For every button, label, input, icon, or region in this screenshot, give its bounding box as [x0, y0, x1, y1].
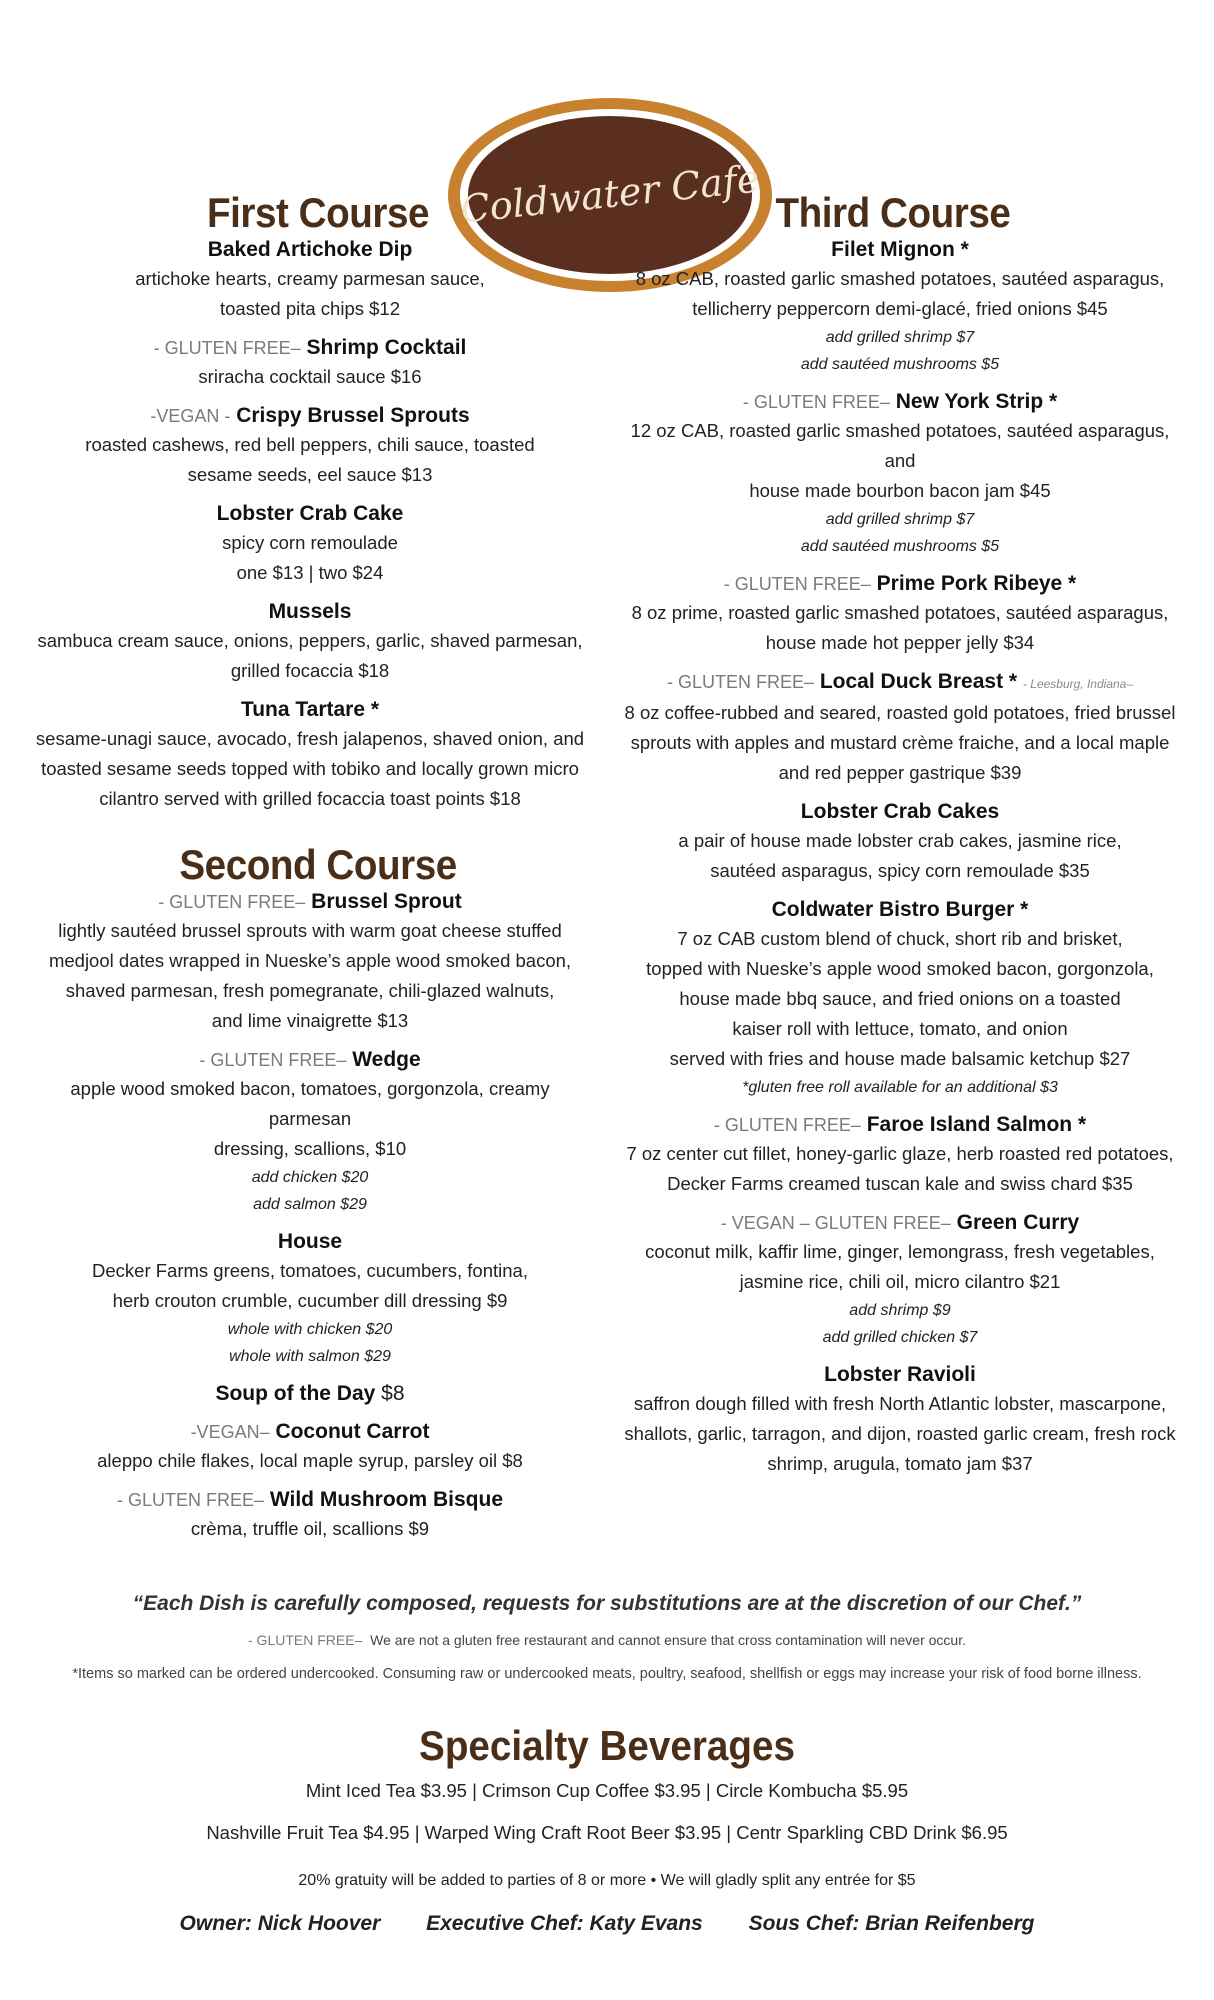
- menu-item-description: and lime vinaigrette $13: [211, 1010, 409, 1031]
- menu-item-name: Tuna Tartare *: [240, 698, 380, 721]
- menu-item: [30, 402, 590, 490]
- menu-item-description: shrimp, arugula, tomato jam $37: [767, 1453, 1033, 1474]
- item-spacer: [30, 1476, 590, 1486]
- menu-item-addon: *gluten free roll available for an additional $3: [742, 1079, 1058, 1096]
- menu-item-description: kaiser roll with lettuce, tomato, and onion: [732, 1018, 1068, 1039]
- menu-item-addon: whole with salmon $29: [229, 1348, 391, 1365]
- item-spacer: [30, 686, 590, 696]
- third-course-title: Third Course: [775, 189, 1011, 236]
- owner: Owner: Nick Hoover: [179, 1912, 381, 1935]
- menu-item-name: Lobster Crab Cake: [216, 502, 404, 525]
- menu-item-name: Filet Mignon *: [831, 238, 969, 261]
- menu-item-description: 7 oz center cut fillet, honey-garlic glaze, herb roasted red potatoes,: [626, 1143, 1174, 1164]
- menu-item-addon: add shrimp $9: [849, 1302, 951, 1319]
- menu-item: [30, 500, 590, 588]
- sous-chef: Sous Chef: Brian Reifenberg: [748, 1912, 1035, 1935]
- menu-item-description: shaved parmesan, fresh pomegranate, chili-glazed walnuts,: [65, 980, 555, 1001]
- menu-item: [30, 334, 590, 392]
- menu-item: [30, 598, 590, 686]
- dietary-tag: -VEGAN–: [190, 1422, 270, 1442]
- gluten-free-text: We are not a gluten free restaurant and cannot ensure that cross contamination will never occur.: [370, 1632, 966, 1648]
- menu-item-description: Decker Farms greens, tomatoes, cucumbers, fontina,: [92, 1260, 528, 1281]
- first-course-title: First Course: [206, 189, 430, 236]
- menu-item-header: [30, 236, 590, 264]
- item-spacer: [30, 1036, 590, 1046]
- menu-item-description: house made hot pepper jelly $34: [765, 632, 1035, 653]
- menu-item-name: Mussels: [268, 600, 352, 623]
- menu-item-description: topped with Nueske’s apple wood smoked bacon, gorgonzola,: [646, 958, 1154, 979]
- item-spacer: [30, 814, 590, 824]
- menu-item-header: [615, 1111, 1185, 1139]
- menu-item-description: Decker Farms creamed tuscan kale and swiss chard $35: [667, 1173, 1133, 1194]
- menu-item-name: Lobster Ravioli: [824, 1363, 976, 1386]
- menu-item-price: $8: [381, 1382, 405, 1405]
- menu-item: [30, 1046, 590, 1218]
- item-spacer: [615, 658, 1185, 668]
- menu-item-header: [615, 798, 1185, 826]
- item-spacer: [615, 560, 1185, 570]
- menu-item-name: Brussel Sprout: [311, 890, 462, 913]
- menu-item-header: [615, 1209, 1185, 1237]
- menu-item-addon: add sautéed mushrooms $5: [800, 356, 1000, 373]
- logo-text: Coldwater Cafe: [458, 156, 762, 232]
- chef-quote: “Each Dish is carefully composed, requests for substitutions are at the discretion of our Chef.”: [132, 1592, 1082, 1615]
- menu-item: [615, 1361, 1185, 1479]
- menu-item: [30, 888, 590, 1036]
- item-spacer: [30, 1370, 590, 1380]
- menu-item-description: 12 oz CAB, roasted garlic smashed potatoes, sautéed asparagus, and: [630, 420, 1170, 471]
- menu-item-name: House: [277, 1230, 343, 1253]
- menu-item: [30, 696, 590, 814]
- menu-item-header: [615, 388, 1185, 416]
- menu-item: [615, 570, 1185, 658]
- menu-item-description: a pair of house made lobster crab cakes, jasmine rice,: [678, 830, 1122, 851]
- item-spacer: [615, 1199, 1185, 1209]
- menu-item-name: Wedge: [352, 1048, 421, 1071]
- gratuity-policy: 20% gratuity will be added to parties of 8 or more • We will gladly split any entrée for $5: [298, 1872, 916, 1889]
- menu-item-description: toasted pita chips $12: [220, 298, 400, 319]
- menu-item-addon: add grilled shrimp $7: [825, 329, 975, 346]
- menu-item-description: tellicherry peppercorn demi-glacé, fried onions $45: [692, 298, 1108, 319]
- dietary-tag: - GLUTEN FREE–: [158, 892, 306, 912]
- menu-item-header: [30, 1418, 590, 1446]
- menu-item-header: [615, 570, 1185, 598]
- right-column: [615, 190, 1185, 1489]
- menu-item: [615, 236, 1185, 378]
- menu-item-name: Crispy Brussel Sprouts: [236, 404, 470, 427]
- item-spacer: [30, 392, 590, 402]
- menu-item: [615, 1111, 1185, 1199]
- staff-credits: [0, 1912, 1214, 1936]
- item-spacer: [615, 886, 1185, 896]
- menu-item-description: roasted cashews, red bell peppers, chili sauce, toasted: [85, 434, 535, 455]
- menu-item-header: [615, 1361, 1185, 1389]
- dietary-tag: - GLUTEN FREE–: [723, 574, 871, 594]
- item-spacer: [615, 1479, 1185, 1489]
- menu-item-description: apple wood smoked bacon, tomatoes, gorgonzola, creamy parmesan: [70, 1078, 550, 1129]
- item-spacer: [30, 1218, 590, 1228]
- menu-item-name: Baked Artichoke Dip: [207, 238, 413, 261]
- menu-item-header: [615, 236, 1185, 264]
- menu-item-header: [615, 896, 1185, 924]
- menu-item-description: lightly sautéed brussel sprouts with warm goat cheese stuffed: [58, 920, 562, 941]
- dietary-tag: - GLUTEN FREE–: [742, 392, 890, 412]
- menu-item-header: [30, 1228, 590, 1256]
- menu-item-description: coconut milk, kaffir lime, ginger, lemongrass, fresh vegetables,: [645, 1241, 1155, 1262]
- menu-item-header: [30, 334, 590, 362]
- item-spacer: [615, 378, 1185, 388]
- menu-item-name: New York Strip *: [895, 390, 1058, 413]
- menu-item-description: spicy corn remoulade: [222, 532, 398, 553]
- menu-item-name: Soup of the Day: [215, 1382, 376, 1405]
- beverages-title: Specialty Beverages: [419, 1722, 795, 1769]
- menu-item-header: [30, 696, 590, 724]
- menu-item-name: Faroe Island Salmon *: [866, 1113, 1087, 1136]
- menu-item: [615, 388, 1185, 560]
- menu-item-description: 8 oz CAB, roasted garlic smashed potatoes, sautéed asparagus,: [635, 268, 1165, 289]
- menu-item-description: sriracha cocktail sauce $16: [198, 366, 422, 387]
- menu-item-header: [30, 1486, 590, 1514]
- menu-item-header: [30, 1380, 590, 1408]
- menu-item: [615, 1209, 1185, 1351]
- menu-item-description: sambuca cream sauce, onions, peppers, garlic, shaved parmesan,: [37, 630, 583, 651]
- menu-item-name: Green Curry: [956, 1211, 1080, 1234]
- item-spacer: [30, 324, 590, 334]
- menu-item-addon: add salmon $29: [253, 1196, 367, 1213]
- menu-item-description: sesame seeds, eel sauce $13: [187, 464, 433, 485]
- menu-item: [30, 236, 590, 324]
- menu-item: [30, 1228, 590, 1370]
- menu-item: [615, 798, 1185, 886]
- third-course-list: [615, 236, 1185, 1489]
- item-spacer: [615, 1101, 1185, 1111]
- menu-item: [30, 1380, 590, 1408]
- menu-item-description: dressing, scallions, $10: [213, 1138, 407, 1159]
- menu-item-addon: add chicken $20: [251, 1169, 369, 1186]
- menu-item-name: Coconut Carrot: [275, 1420, 430, 1443]
- dietary-tag: - GLUTEN FREE–: [199, 1050, 347, 1070]
- menu-item-description: herb crouton crumble, cucumber dill dressing $9: [112, 1290, 508, 1311]
- dietary-tag: - GLUTEN FREE–: [713, 1115, 861, 1135]
- menu-item-addon: add grilled shrimp $7: [825, 511, 975, 528]
- dietary-tag: - VEGAN – GLUTEN FREE–: [720, 1213, 951, 1233]
- menu-item-addon: add sautéed mushrooms $5: [800, 538, 1000, 555]
- menu-item-description: 7 oz CAB custom blend of chuck, short rib and brisket,: [677, 928, 1123, 949]
- menu-item-header: [30, 888, 590, 916]
- menu-item-description: 8 oz coffee-rubbed and seared, roasted gold potatoes, fried brussel: [624, 702, 1176, 723]
- menu-item-description: cilantro served with grilled focaccia toast points $18: [99, 788, 521, 809]
- menu-item-name: Lobster Crab Cakes: [800, 800, 1000, 823]
- menu-item-description: crèma, truffle oil, scallions $9: [190, 1518, 430, 1539]
- menu-item-name: Local Duck Breast *: [819, 670, 1018, 693]
- item-spacer: [615, 1351, 1185, 1361]
- item-spacer: [30, 1408, 590, 1418]
- menu-item-header: [30, 1046, 590, 1074]
- menu-item-description: house made bbq sauce, and fried onions on a toasted: [679, 988, 1121, 1009]
- menu-item-description: aleppo chile flakes, local maple syrup, parsley oil $8: [97, 1450, 523, 1471]
- dietary-tag: - GLUTEN FREE–: [116, 1490, 265, 1510]
- menu-item: [615, 896, 1185, 1101]
- beverages-line-1: Mint Iced Tea $3.95 | Crimson Cup Coffee $3.95 | Circle Kombucha $5.95: [305, 1780, 909, 1801]
- left-column: [30, 190, 590, 1554]
- menu-item-description: shallots, garlic, tarragon, and dijon, roasted garlic cream, fresh rock: [624, 1423, 1176, 1444]
- menu-item-description: house made bourbon bacon jam $45: [749, 480, 1051, 501]
- menu-item-description: jasmine rice, chili oil, micro cilantro $21: [739, 1271, 1061, 1292]
- dietary-tag: -VEGAN -: [150, 406, 231, 426]
- menu-item-origin: - Leesburg, Indiana–: [1022, 677, 1134, 691]
- undercooked-disclaimer: *Items so marked can be ordered undercooked. Consuming raw or undercooked meats, poultry, seafood, shellfish or eggs may increase your risk of food borne illness.: [72, 1666, 1142, 1682]
- menu-item: [30, 1486, 590, 1544]
- second-course-list: [30, 888, 590, 1554]
- menu-item-name: Wild Mushroom Bisque: [269, 1488, 504, 1511]
- item-spacer: [30, 490, 590, 500]
- menu-item-addon: add grilled chicken $7: [822, 1329, 978, 1346]
- menu-item-description: artichoke hearts, creamy parmesan sauce,: [135, 268, 485, 289]
- item-spacer: [30, 588, 590, 598]
- item-spacer: [30, 1544, 590, 1554]
- item-spacer: [615, 788, 1185, 798]
- menu-item: [30, 1418, 590, 1476]
- menu-item-description: toasted sesame seeds topped with tobiko and locally grown micro: [41, 758, 579, 779]
- dietary-tag: - GLUTEN FREE–: [153, 338, 301, 358]
- menu-item-header: [30, 500, 590, 528]
- gluten-free-tag: - GLUTEN FREE–: [248, 1632, 363, 1648]
- menu-item-name: Prime Pork Ribeye *: [876, 572, 1077, 595]
- menu-item-description: served with fries and house made balsamic ketchup $27: [669, 1048, 1131, 1069]
- dietary-tag: - GLUTEN FREE–: [666, 672, 814, 692]
- beverages-line-2: Nashville Fruit Tea $4.95 | Warped Wing Craft Root Beer $3.95 | Centr Sparkling CBD Drink $6.95: [206, 1822, 1008, 1843]
- menu-item-description: medjool dates wrapped in Nueske’s apple wood smoked bacon,: [48, 950, 572, 971]
- menu-item-header: [615, 668, 1185, 698]
- menu-item-addon: whole with chicken $20: [227, 1321, 393, 1338]
- menu-item-name: Shrimp Cocktail: [306, 336, 467, 359]
- menu-item-header: [30, 598, 590, 626]
- menu-item-description: and red pepper gastrique $39: [778, 762, 1022, 783]
- gluten-free-disclaimer: [0, 1632, 1214, 1648]
- executive-chef: Executive Chef: Katy Evans: [426, 1912, 703, 1935]
- second-course-title: Second Course: [179, 841, 457, 888]
- menu-item: [615, 668, 1185, 788]
- menu-item-description: one $13 | two $24: [236, 562, 384, 583]
- menu-item-header: [30, 402, 590, 430]
- first-course-list: [30, 236, 590, 824]
- menu-item-description: 8 oz prime, roasted garlic smashed potatoes, sautéed asparagus,: [631, 602, 1169, 623]
- menu-item-description: sprouts with apples and mustard crème fraiche, and a local maple: [630, 732, 1170, 753]
- menu-item-description: sautéed asparagus, spicy corn remoulade $35: [710, 860, 1090, 881]
- menu-item-description: sesame-unagi sauce, avocado, fresh jalapenos, shaved onion, and: [35, 728, 585, 749]
- menu-item-description: saffron dough filled with fresh North Atlantic lobster, mascarpone,: [633, 1393, 1167, 1414]
- menu-item-name: Coldwater Bistro Burger *: [771, 898, 1029, 921]
- menu-item-description: grilled focaccia $18: [230, 660, 390, 681]
